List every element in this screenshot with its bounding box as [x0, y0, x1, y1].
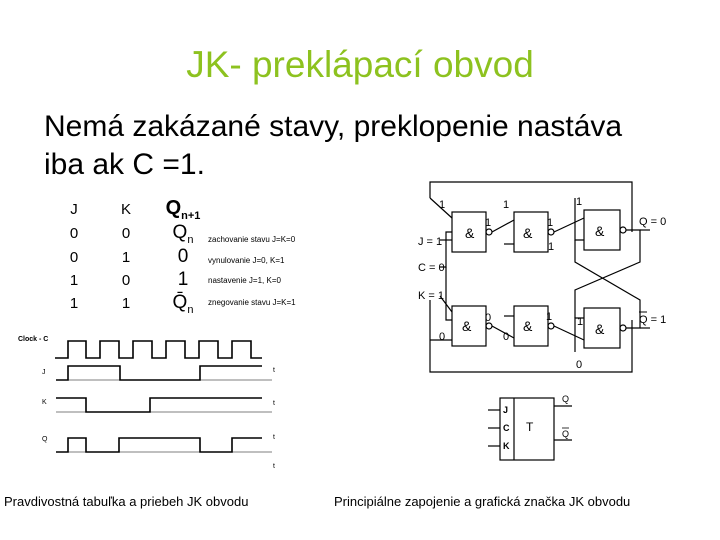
level-label: 0	[576, 359, 583, 371]
t-label: t	[273, 463, 275, 470]
q-waveform	[56, 438, 262, 452]
timing-diagram	[18, 336, 275, 470]
symbol-c: C	[503, 423, 510, 433]
input-k-label: K = 1	[418, 290, 444, 302]
level-label: 1	[485, 217, 492, 229]
output-q-label: Q = 0	[639, 216, 667, 228]
level-label: 0	[503, 331, 510, 343]
timing-label-clock: Clock - C	[18, 336, 49, 343]
level-label: 1	[439, 199, 446, 211]
cross-wire-1	[575, 230, 640, 318]
subtitle-line-1: Nemá zakázané stavy, preklopenie nastáva	[44, 110, 623, 143]
k-waveform	[56, 398, 262, 412]
cell-q-value: 0	[177, 246, 189, 268]
gate-symbol: &	[595, 223, 605, 239]
symbol-qbar: Q	[562, 429, 570, 439]
wire	[492, 220, 514, 232]
jk-circuit-labels	[418, 196, 666, 371]
timing-label-j: J	[42, 369, 46, 376]
header-j: J	[70, 201, 78, 218]
cell-k: 0	[121, 271, 131, 289]
timing-label-q: Q	[42, 436, 48, 443]
bubble	[620, 325, 626, 331]
gate-symbol: &	[465, 225, 475, 241]
cell-k: 1	[121, 248, 131, 266]
header-k: K	[120, 201, 131, 218]
clock-waveform	[55, 341, 262, 358]
cell-q-value: Q̄	[172, 291, 188, 313]
cell-k: 1	[121, 295, 131, 313]
t-label: t	[273, 400, 275, 407]
level-label: 0	[439, 331, 446, 343]
gate-symbol: &	[462, 318, 472, 334]
cell-j: 1	[69, 271, 79, 289]
t-label: t	[273, 434, 275, 441]
wire-c-bottom	[446, 267, 452, 320]
output-qbar-label: Q = 1	[639, 314, 667, 326]
bubble	[548, 229, 554, 235]
bubble	[548, 323, 554, 329]
timing-label-k: K	[42, 399, 47, 406]
caption-right: Principiálne zapojenie a grafická značka JK obvodu	[334, 494, 631, 509]
wire	[554, 326, 584, 340]
symbol-q: Q	[562, 394, 570, 404]
jk-symbol-labels	[503, 394, 569, 451]
level-label: 0	[485, 312, 492, 324]
t-label: t	[273, 367, 275, 374]
level-label: 1	[577, 316, 584, 328]
level-label: 1	[548, 241, 555, 253]
cell-q-sub: n	[187, 233, 194, 246]
input-j-label: J = 1	[418, 236, 443, 248]
gate-symbol: &	[595, 321, 605, 337]
gate-symbol: &	[523, 225, 533, 241]
cell-q-value: Q	[172, 222, 188, 243]
bubble	[620, 227, 626, 233]
cell-k: 0	[121, 225, 131, 243]
symbol-t: T	[526, 420, 534, 434]
note-reset: vynulovanie J=0, K=1	[208, 256, 285, 265]
j-waveform	[56, 366, 262, 380]
level-label: 1	[546, 311, 553, 323]
note-set: nastavenie J=1, K=0	[208, 276, 281, 285]
cell-q-value: 1	[177, 269, 189, 291]
cross-wire-2	[575, 240, 640, 328]
caption-left: Pravdivostná tabuľka a priebeh JK obvodu	[4, 494, 249, 509]
level-label: 1	[503, 199, 510, 211]
level-label: 1	[547, 217, 554, 229]
cell-j: 0	[69, 225, 79, 243]
level-label: 1	[576, 196, 583, 208]
note-toggle: znegovanie stavu J=K=1	[208, 298, 296, 307]
cell-q-sub: n	[187, 303, 194, 316]
symbol-j: J	[503, 405, 509, 415]
subtitle-line-2: iba ak C =1.	[44, 148, 205, 181]
page-title: JK- preklápací obvod	[186, 44, 534, 85]
wire	[554, 218, 584, 232]
note-hold: zachovanie stavu J=K=0	[208, 235, 296, 244]
cell-j: 0	[69, 248, 79, 266]
input-c-label: C = 0	[418, 262, 445, 274]
header-q-sub: n+1	[181, 210, 201, 222]
bubble	[486, 229, 492, 235]
jk-circuit	[430, 182, 650, 372]
gate-symbol: &	[523, 318, 533, 334]
cell-j: 1	[69, 295, 79, 313]
symbol-k: K	[503, 441, 510, 451]
header-q-letter: Q	[165, 197, 182, 219]
